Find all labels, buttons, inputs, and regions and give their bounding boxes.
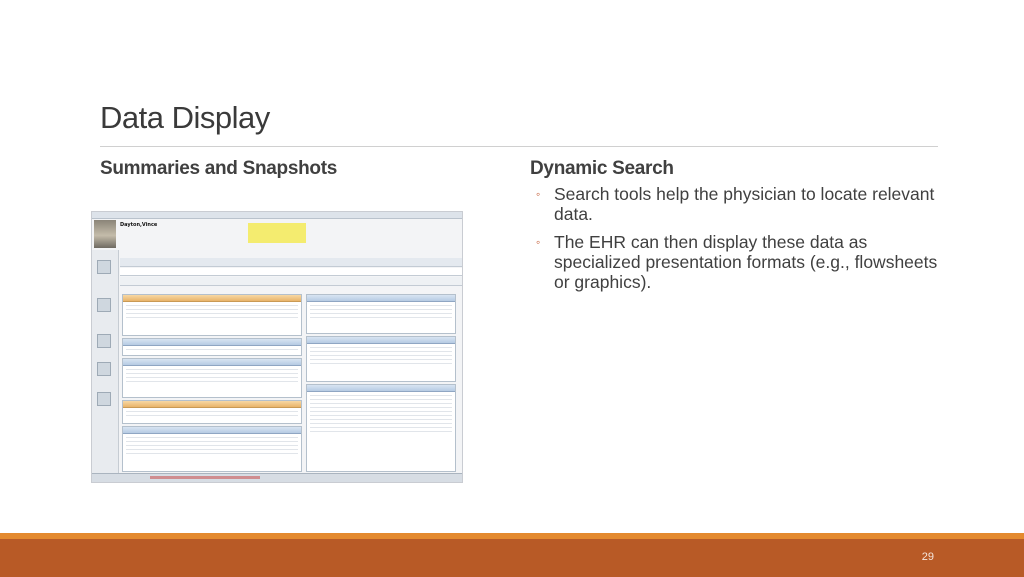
page-number: 29 bbox=[921, 551, 934, 563]
patient-name: Dayton,Vince bbox=[120, 222, 158, 228]
ehr-toolbar bbox=[120, 258, 462, 267]
bullet-text: The EHR can then display these data as specialized presentation formats (e.g., flowsheets or graphics). bbox=[554, 232, 938, 292]
bullet-item bbox=[536, 184, 946, 224]
slide-title: Data Display bbox=[100, 100, 270, 135]
allergies-panel bbox=[122, 400, 302, 424]
bullet-circle-icon: ◦ bbox=[536, 235, 541, 249]
patient-banner bbox=[120, 219, 462, 249]
bullet-list bbox=[536, 184, 946, 300]
bullet-text: Search tools help the physician to locate relevant data. bbox=[554, 184, 935, 224]
ehr-statusbar bbox=[92, 473, 462, 482]
ehr-tabs bbox=[120, 268, 462, 276]
ehr-window-titlebar bbox=[92, 212, 462, 219]
vitals-panel bbox=[122, 426, 302, 472]
ehr-screenshot bbox=[91, 211, 463, 483]
sidebar-icon bbox=[97, 362, 111, 376]
footer-bar bbox=[0, 539, 1024, 577]
sidebar-icon bbox=[97, 392, 111, 406]
sidebar-icon bbox=[97, 298, 111, 312]
immunizations-panel bbox=[306, 294, 456, 334]
sidebar-icon bbox=[97, 334, 111, 348]
chief-complaint-panel bbox=[122, 338, 302, 356]
ehr-sidebar bbox=[92, 250, 119, 476]
title-divider bbox=[100, 146, 938, 147]
patient-photo bbox=[94, 220, 116, 248]
medications-panel bbox=[122, 358, 302, 398]
left-column-heading: Summaries and Snapshots bbox=[100, 158, 338, 179]
alert-highlight bbox=[248, 223, 306, 243]
right-column-heading: Dynamic Search bbox=[530, 158, 674, 179]
bullet-circle-icon: ◦ bbox=[536, 187, 541, 201]
ehr-subtoolbar bbox=[120, 277, 462, 286]
care-team-panel bbox=[306, 384, 456, 472]
health-maintenance-panel bbox=[306, 336, 456, 382]
sidebar-icon bbox=[97, 260, 111, 274]
bullet-item bbox=[536, 232, 946, 292]
problem-list-panel bbox=[122, 294, 302, 336]
